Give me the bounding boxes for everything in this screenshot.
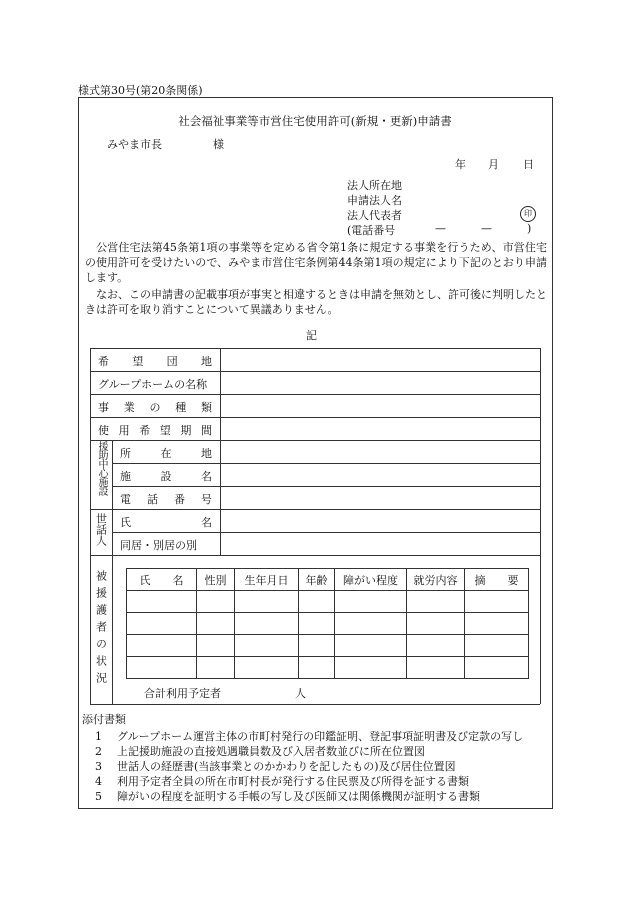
- applicant-address-label: 法人所在地: [347, 179, 402, 192]
- list-item: 5 障がいの程度を証明する手帳の写し及び医師又は関係機関が証明する書類: [95, 790, 480, 803]
- caretaker-name-label: 氏 名: [120, 516, 212, 529]
- support-center-phone-label: 電 話 番 号: [120, 493, 212, 506]
- applicant-phone-label: (電話番号: [347, 224, 396, 237]
- support-center-location-label: 所 在 地: [120, 447, 212, 460]
- list-item: 2 上記援助施設の直接処遇職員数及び入居者数並びに所在位置図: [95, 745, 425, 758]
- desired-complex-label: 希 望 団 地: [98, 355, 212, 368]
- list-item: 1 グループホーム運営主体の市町村発行の印鑑証明、登記事項証明書及び定款の写し: [95, 730, 524, 743]
- date-day-label: 日: [523, 158, 534, 171]
- phone-close-paren: ): [527, 222, 532, 235]
- usage-period-label: 使 用 希 望 期 間: [98, 424, 212, 437]
- support-center-facility-name-label: 施 設 名: [120, 470, 212, 483]
- applicant-name-label: 申請法人名: [347, 194, 402, 207]
- list-item: 3 世話人の経歴書(当該事業とのかかわりを記したもの)及び居住位置図: [95, 760, 456, 773]
- applicant-representative-label: 法人代表者: [347, 209, 402, 222]
- group-home-name-label: グループホームの名称: [98, 378, 208, 391]
- business-type-label: 事 業 の 種 類: [98, 401, 212, 414]
- header-remarks: 摘 要: [465, 569, 529, 591]
- header-age: 年齢: [299, 569, 335, 591]
- recipients-group-label: 被援護者の状況: [94, 570, 108, 689]
- addressee: みやま市長: [107, 138, 162, 151]
- form-title: 社会福祉事業等市営住宅使用許可(新規・更新)申請書: [178, 114, 452, 128]
- ki-heading: 記: [306, 329, 317, 342]
- support-center-group-label: 援助中心施設: [96, 441, 107, 495]
- recipients-table: [126, 568, 528, 679]
- honorific: 様: [213, 138, 224, 151]
- list-item: 4 利用予定者全員の所在市町村長が発行する住民票及び所得を証する書類: [95, 775, 469, 788]
- attachments-title: 添付書類: [82, 713, 126, 726]
- total-users-unit: 人: [295, 687, 306, 700]
- header-birthdate: 生年月日: [235, 569, 299, 591]
- recipients-header-row: [127, 569, 529, 591]
- table-row: [127, 591, 529, 613]
- caretaker-group-label: 世話人: [94, 513, 108, 546]
- header-sex: 性別: [197, 569, 235, 591]
- seal-mark: 印: [520, 206, 536, 222]
- disclaimer-statement: なお、この申請書の記載事項が事実と相違するときは申請を無効とし、許可後に判明したときは許可を取り消すことについて異議ありません。: [85, 288, 547, 316]
- table-row: [127, 657, 529, 679]
- phone-dash: —: [435, 222, 446, 235]
- total-users-label: 合計利用予定者: [144, 687, 221, 700]
- application-statement: 公営住宅法第45条第1項の事業等を定める省令第1条に規定する事業を行うため、市営住宅の使用許可を受けたいので、みやま市営住宅条例第44条第1項の規定により下記のとおり申請します。: [85, 241, 547, 284]
- date-month-label: 月: [488, 158, 499, 171]
- phone-dash: —: [481, 222, 492, 235]
- table-row: [127, 613, 529, 635]
- header-name: 氏 名: [127, 569, 197, 591]
- caretaker-cohabitation-label: 同居・別居の別: [120, 539, 197, 552]
- date-year-label: 年: [455, 158, 466, 171]
- header-work-content: 就労内容: [407, 569, 465, 591]
- header-disability-level: 障がい程度: [335, 569, 407, 591]
- form-number: 様式第30号(第20条関係): [78, 84, 203, 97]
- table-row: [127, 635, 529, 657]
